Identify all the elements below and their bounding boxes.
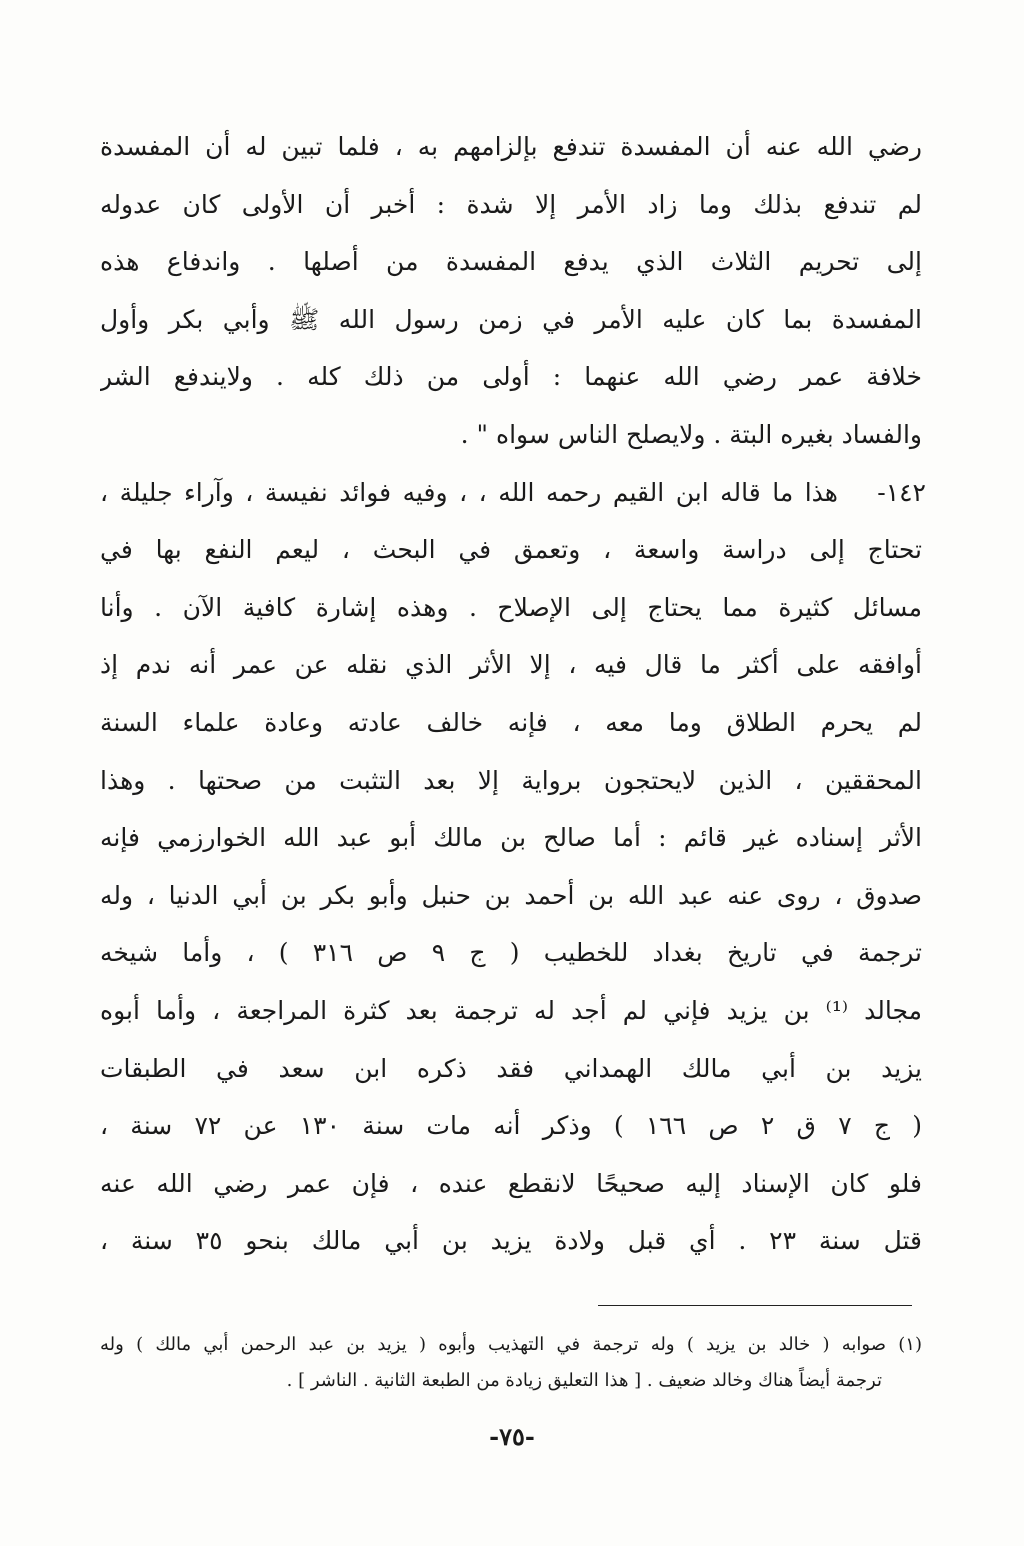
main-text — [100, 118, 926, 1270]
text-line: المفسدة بما كان عليه الأمر في زمن رسول الله ﷺ وأبي بكر وأول — [100, 304, 922, 334]
text-line: قتل سنة ٢٣ . أي قبل ولادة يزيد بن أبي مالك بنحو ٣٥ سنة ، — [100, 1226, 922, 1256]
numbered-paragraph — [100, 464, 926, 522]
footnote-divider — [598, 1305, 912, 1306]
text-line: خلافة عمر رضي الله عنهما : أولى من ذلك كله . ولايندفع الشر — [100, 362, 922, 392]
footnote-line: (١) صوابه ( خالد بن يزيد ) وله ترجمة في التهذيب وأبوه ( يزيد بن عبد الرحمن أبي مالك ) وله — [100, 1334, 922, 1355]
text-line: رضي الله عنه أن المفسدة تندفع بإلزامهم به ، فلما تبين له أن المفسدة — [100, 132, 922, 161]
text-line: مجالد ⁽¹⁾ بن يزيد فإني لم أجد له ترجمة بعد كثرة المراجعة ، وأما أبوه — [100, 995, 922, 1025]
text-line: المحققين ، الذين لايحتجون برواية إلا بعد التثبت من صحتها . وهذا — [100, 765, 922, 795]
text-line: صدوق ، روى عنه عبد الله بن أحمد بن حنبل وأبو بكر بن أبي الدنيا ، وله — [100, 880, 922, 910]
text-line: إلى تحريم الثلاث الذي يدفع المفسدة من أصلها . واندفاع هذه — [100, 247, 922, 277]
footnote-line: ترجمة أيضاً هناك وخالد ضعيف . [ هذا التعليق زيادة من الطبعة الثانية . الناشر ] . — [286, 1370, 882, 1391]
page-number: -٧٥- — [489, 1422, 535, 1451]
text-line: الأثر إسناده غير قائم : أما صالح بن مالك أبو عبد الله الخوارزمي فإنه — [100, 823, 922, 853]
text-line: فلو كان الإسناد إليه صحيحًا لانقطع عنده ، فإن عمر رضي الله عنه — [100, 1168, 922, 1198]
text-line: تحتاج إلى دراسة واسعة ، وتعمق في البحث ، ليعم النفع بها في — [100, 535, 922, 565]
text-line: ترجمة في تاريخ بغداد للخطيب ( ج ٩ ص ٣١٦ ) ، وأما شيخه — [100, 938, 922, 968]
text-line: هذا ما قاله ابن القيم رحمه الله ، ، وفيه فوائد نفيسة ، وآراء جليلة ، — [100, 477, 838, 507]
text-line: لم تندفع بذلك وما زاد الأمر إلا شدة : أخبر أن الأولى كان عدوله — [100, 189, 922, 219]
text-line: لم يحرم الطلاق وما معه ، فإنه خالف عادته وعادة علماء السنة — [100, 707, 922, 737]
paragraph-number: ١٤٢- — [877, 477, 926, 507]
text-line: يزيد بن أبي مالك الهمداني فقد ذكره ابن سعد في الطبقات — [100, 1053, 922, 1083]
text-line: أوافقه على أكثر ما قال فيه ، إلا الأثر الذي نقله عن عمر أنه ندم إذ — [100, 650, 922, 680]
text-line: ( ج ٧ ق ٢ ص ١٦٦ ) وذكر أنه مات سنة ١٣٠ عن ٧٢ سنة ، — [100, 1111, 922, 1141]
text-line: مسائل كثيرة مما يحتاج إلى الإصلاح . وهذه إشارة كافية الآن . وأنا — [100, 592, 922, 622]
footnotes — [100, 1327, 922, 1399]
text-line: والفساد بغيره البتة . ولايصلح الناس سواه " . — [460, 419, 922, 449]
